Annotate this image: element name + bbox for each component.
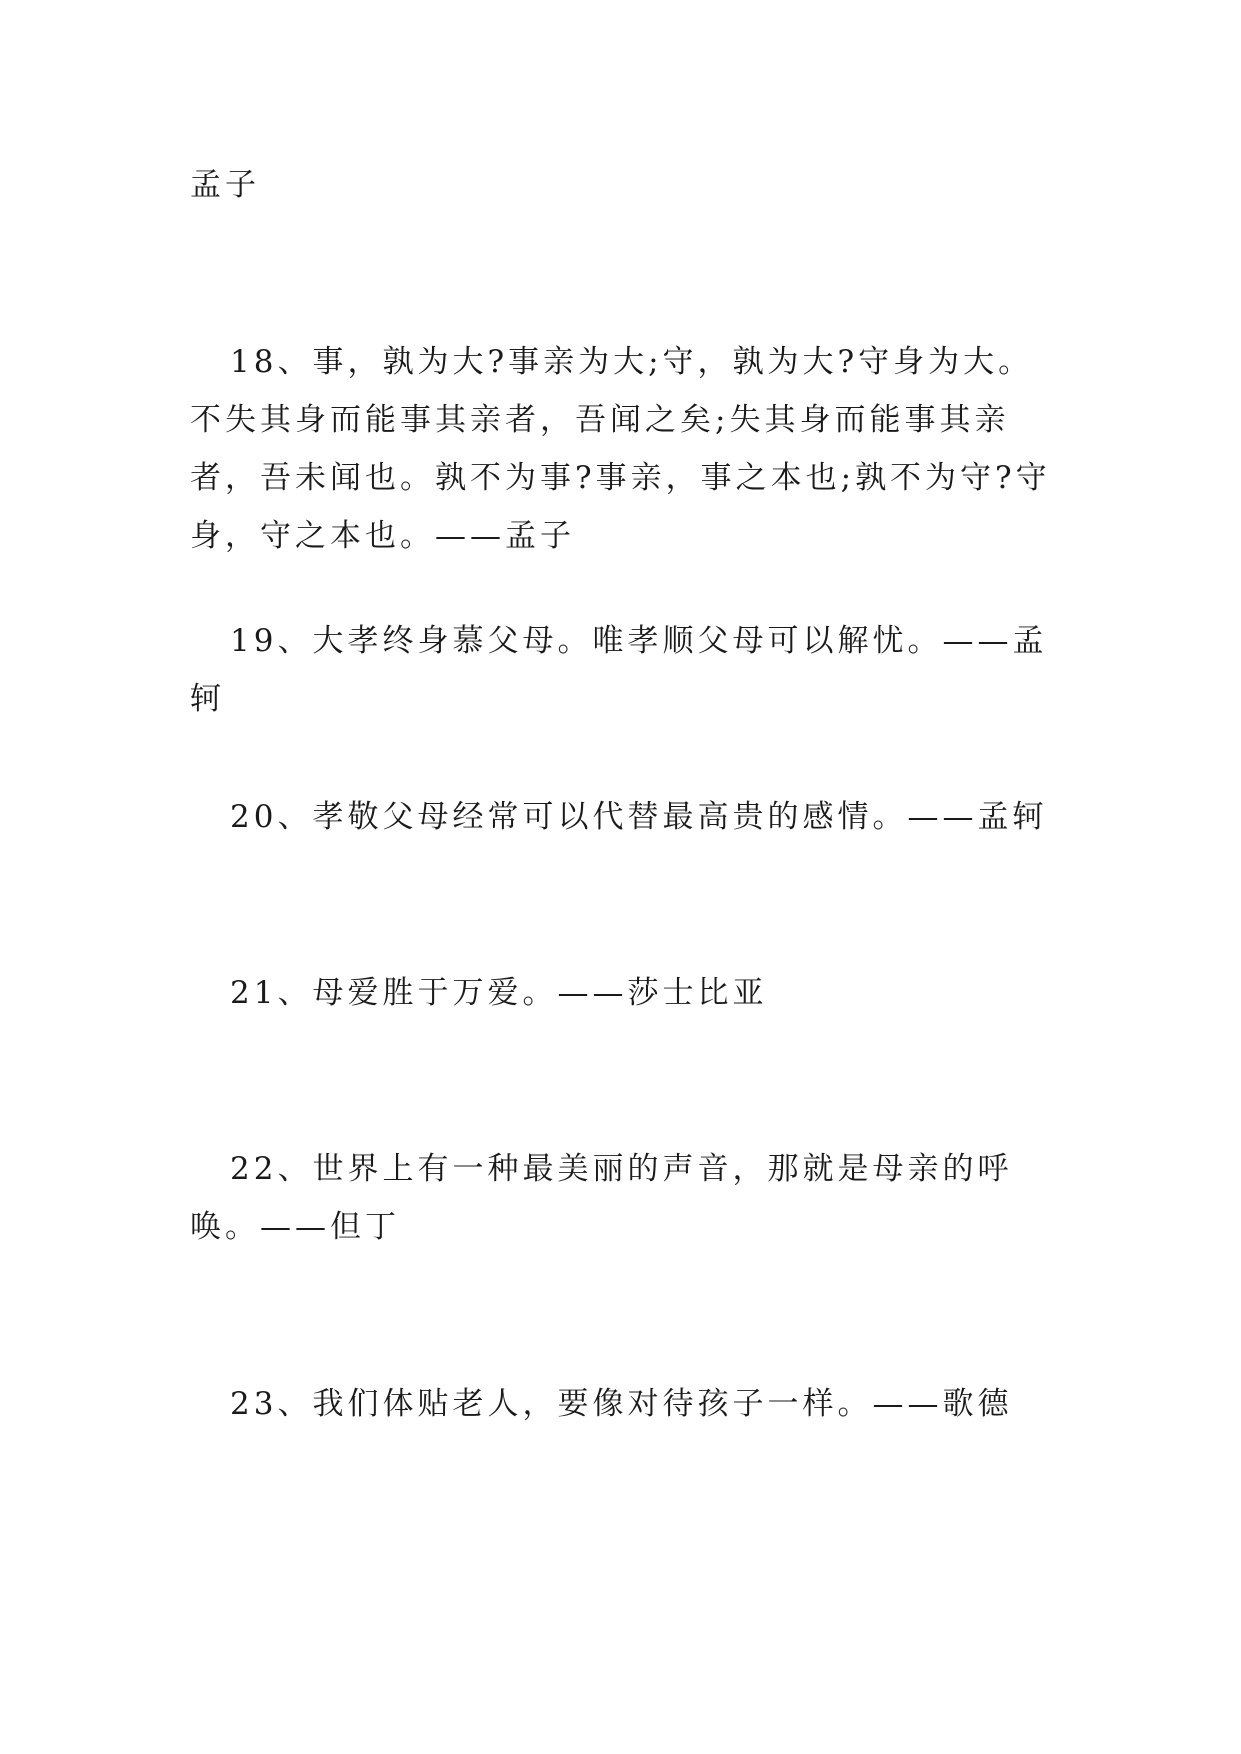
quote-21: 21、母爱胜于万爱。——莎士比亚	[230, 975, 768, 1011]
quote-18: 18、事，孰为大?事亲为大;守，孰为大?守身为大。不失其身而能事其亲者，吾闻之矣;失其身而能事其亲者，吾未闻也。孰不为事?事亲，事之本也;孰不为守?守身，守之本也。——孟子	[190, 344, 1051, 554]
quote-20: 20、孝敬父母经常可以代替最高贵的感情。——孟轲	[230, 799, 1048, 835]
quote-22: 22、世界上有一种最美丽的声音，那就是母亲的呼唤。——但丁	[190, 1151, 1013, 1245]
lead-fragment: 孟子	[190, 167, 260, 203]
quote-23: 23、我们体贴老人，要像对待孩子一样。——歌德	[230, 1386, 1013, 1422]
quote-19: 19、大孝终身慕父母。唯孝顺父母可以解忧。——孟轲	[190, 623, 1048, 717]
